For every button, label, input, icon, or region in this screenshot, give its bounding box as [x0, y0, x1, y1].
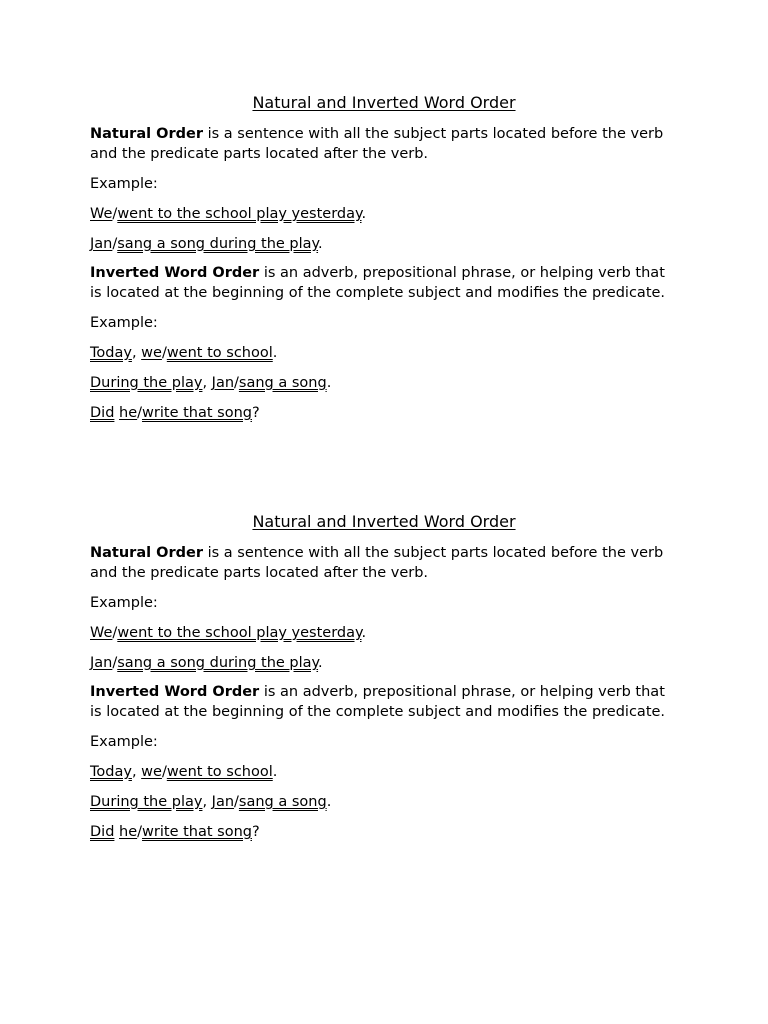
example-predicate: write that song [142, 824, 252, 840]
word-order-section [90, 92, 680, 433]
example-end: ? [251, 405, 260, 421]
inverted-example [90, 792, 680, 812]
example-end: . [326, 375, 332, 391]
example-modifier: Today [90, 345, 132, 361]
example-comma: , [202, 375, 212, 391]
example-comma: , [131, 345, 142, 361]
example-modifier: Today [90, 764, 132, 780]
example-end: . [326, 794, 332, 810]
inverted-order-term: Inverted Word Order [90, 684, 260, 700]
example-subject: he [119, 824, 138, 840]
example-slash: / [234, 375, 239, 391]
inverted-order-text: is an adverb, prepositional phrase, or helping verb that is located at the beginning of the complete subject and modifies the predicate. [90, 684, 666, 720]
example-subject: Jan [90, 236, 113, 252]
example-subject: we [141, 764, 162, 780]
example-subject: We [90, 625, 113, 641]
inverted-order-term: Inverted Word Order [90, 265, 260, 281]
example-subject: Jan [211, 794, 235, 810]
natural-order-definition [90, 125, 680, 164]
natural-order-definition [90, 544, 680, 583]
natural-order-term: Natural Order [90, 126, 203, 142]
example-end: . [272, 764, 278, 780]
example-comma: , [202, 794, 212, 810]
inverted-example [90, 373, 680, 393]
example-slash: / [112, 206, 118, 222]
example-slash: / [112, 236, 118, 252]
example-end: . [361, 625, 367, 641]
example-end: . [318, 236, 323, 252]
example-slash: / [112, 655, 118, 671]
example-predicate: sang a song during the play [117, 655, 319, 671]
natural-example [90, 234, 680, 254]
example-slash: / [234, 794, 239, 810]
example-predicate: sang a song [238, 375, 327, 391]
example-subject: we [141, 345, 162, 361]
example-predicate: sang a song [238, 794, 327, 810]
natural-example [90, 653, 680, 673]
example-predicate: sang a song during the play [117, 236, 319, 252]
inverted-order-text: is an adverb, prepositional phrase, or helping verb that is located at the beginning of the complete subject and modifies the predicate. [90, 265, 666, 301]
example-label: Example: [90, 176, 158, 192]
example-modifier: Did [90, 405, 115, 421]
example-slash: / [161, 764, 167, 780]
example-modifier: During the play [90, 375, 203, 391]
example-slash: / [137, 824, 143, 840]
example-slash: / [137, 405, 143, 421]
natural-example [90, 623, 680, 643]
example-predicate: write that song [142, 405, 252, 421]
inverted-example [90, 343, 680, 363]
example-label: Example: [90, 734, 158, 750]
example-comma: , [131, 764, 142, 780]
natural-order-text: is a sentence with all the subject parts located before the verb and the predicate parts located after the verb. [90, 545, 664, 581]
example-modifier: Did [90, 824, 115, 840]
word-order-section [90, 511, 680, 852]
example-end: . [318, 655, 323, 671]
example-label: Example: [90, 315, 158, 331]
example-modifier: During the play [90, 794, 203, 810]
example-predicate: went to the school play yesterday [117, 625, 362, 641]
section-title: Natural and Inverted Word Order [252, 512, 516, 531]
inverted-example [90, 403, 680, 423]
section-title: Natural and Inverted Word Order [252, 93, 516, 112]
natural-order-term: Natural Order [90, 545, 203, 561]
example-label: Example: [90, 595, 158, 611]
example-subject: We [90, 206, 113, 222]
natural-example [90, 204, 680, 224]
example-slash: / [112, 625, 118, 641]
example-subject: Jan [90, 655, 113, 671]
natural-order-text: is a sentence with all the subject parts located before the verb and the predicate parts located after the verb. [90, 126, 664, 162]
example-predicate: went to school [166, 345, 273, 361]
example-subject: Jan [211, 375, 235, 391]
inverted-order-definition [90, 683, 680, 722]
example-predicate: went to school [166, 764, 273, 780]
example-end: ? [251, 824, 260, 840]
example-subject: he [119, 405, 138, 421]
example-end: . [272, 345, 278, 361]
example-predicate: went to the school play yesterday [117, 206, 362, 222]
inverted-order-definition [90, 264, 680, 303]
inverted-example [90, 822, 680, 842]
example-end: . [361, 206, 367, 222]
example-slash: / [161, 345, 167, 361]
inverted-example [90, 762, 680, 782]
